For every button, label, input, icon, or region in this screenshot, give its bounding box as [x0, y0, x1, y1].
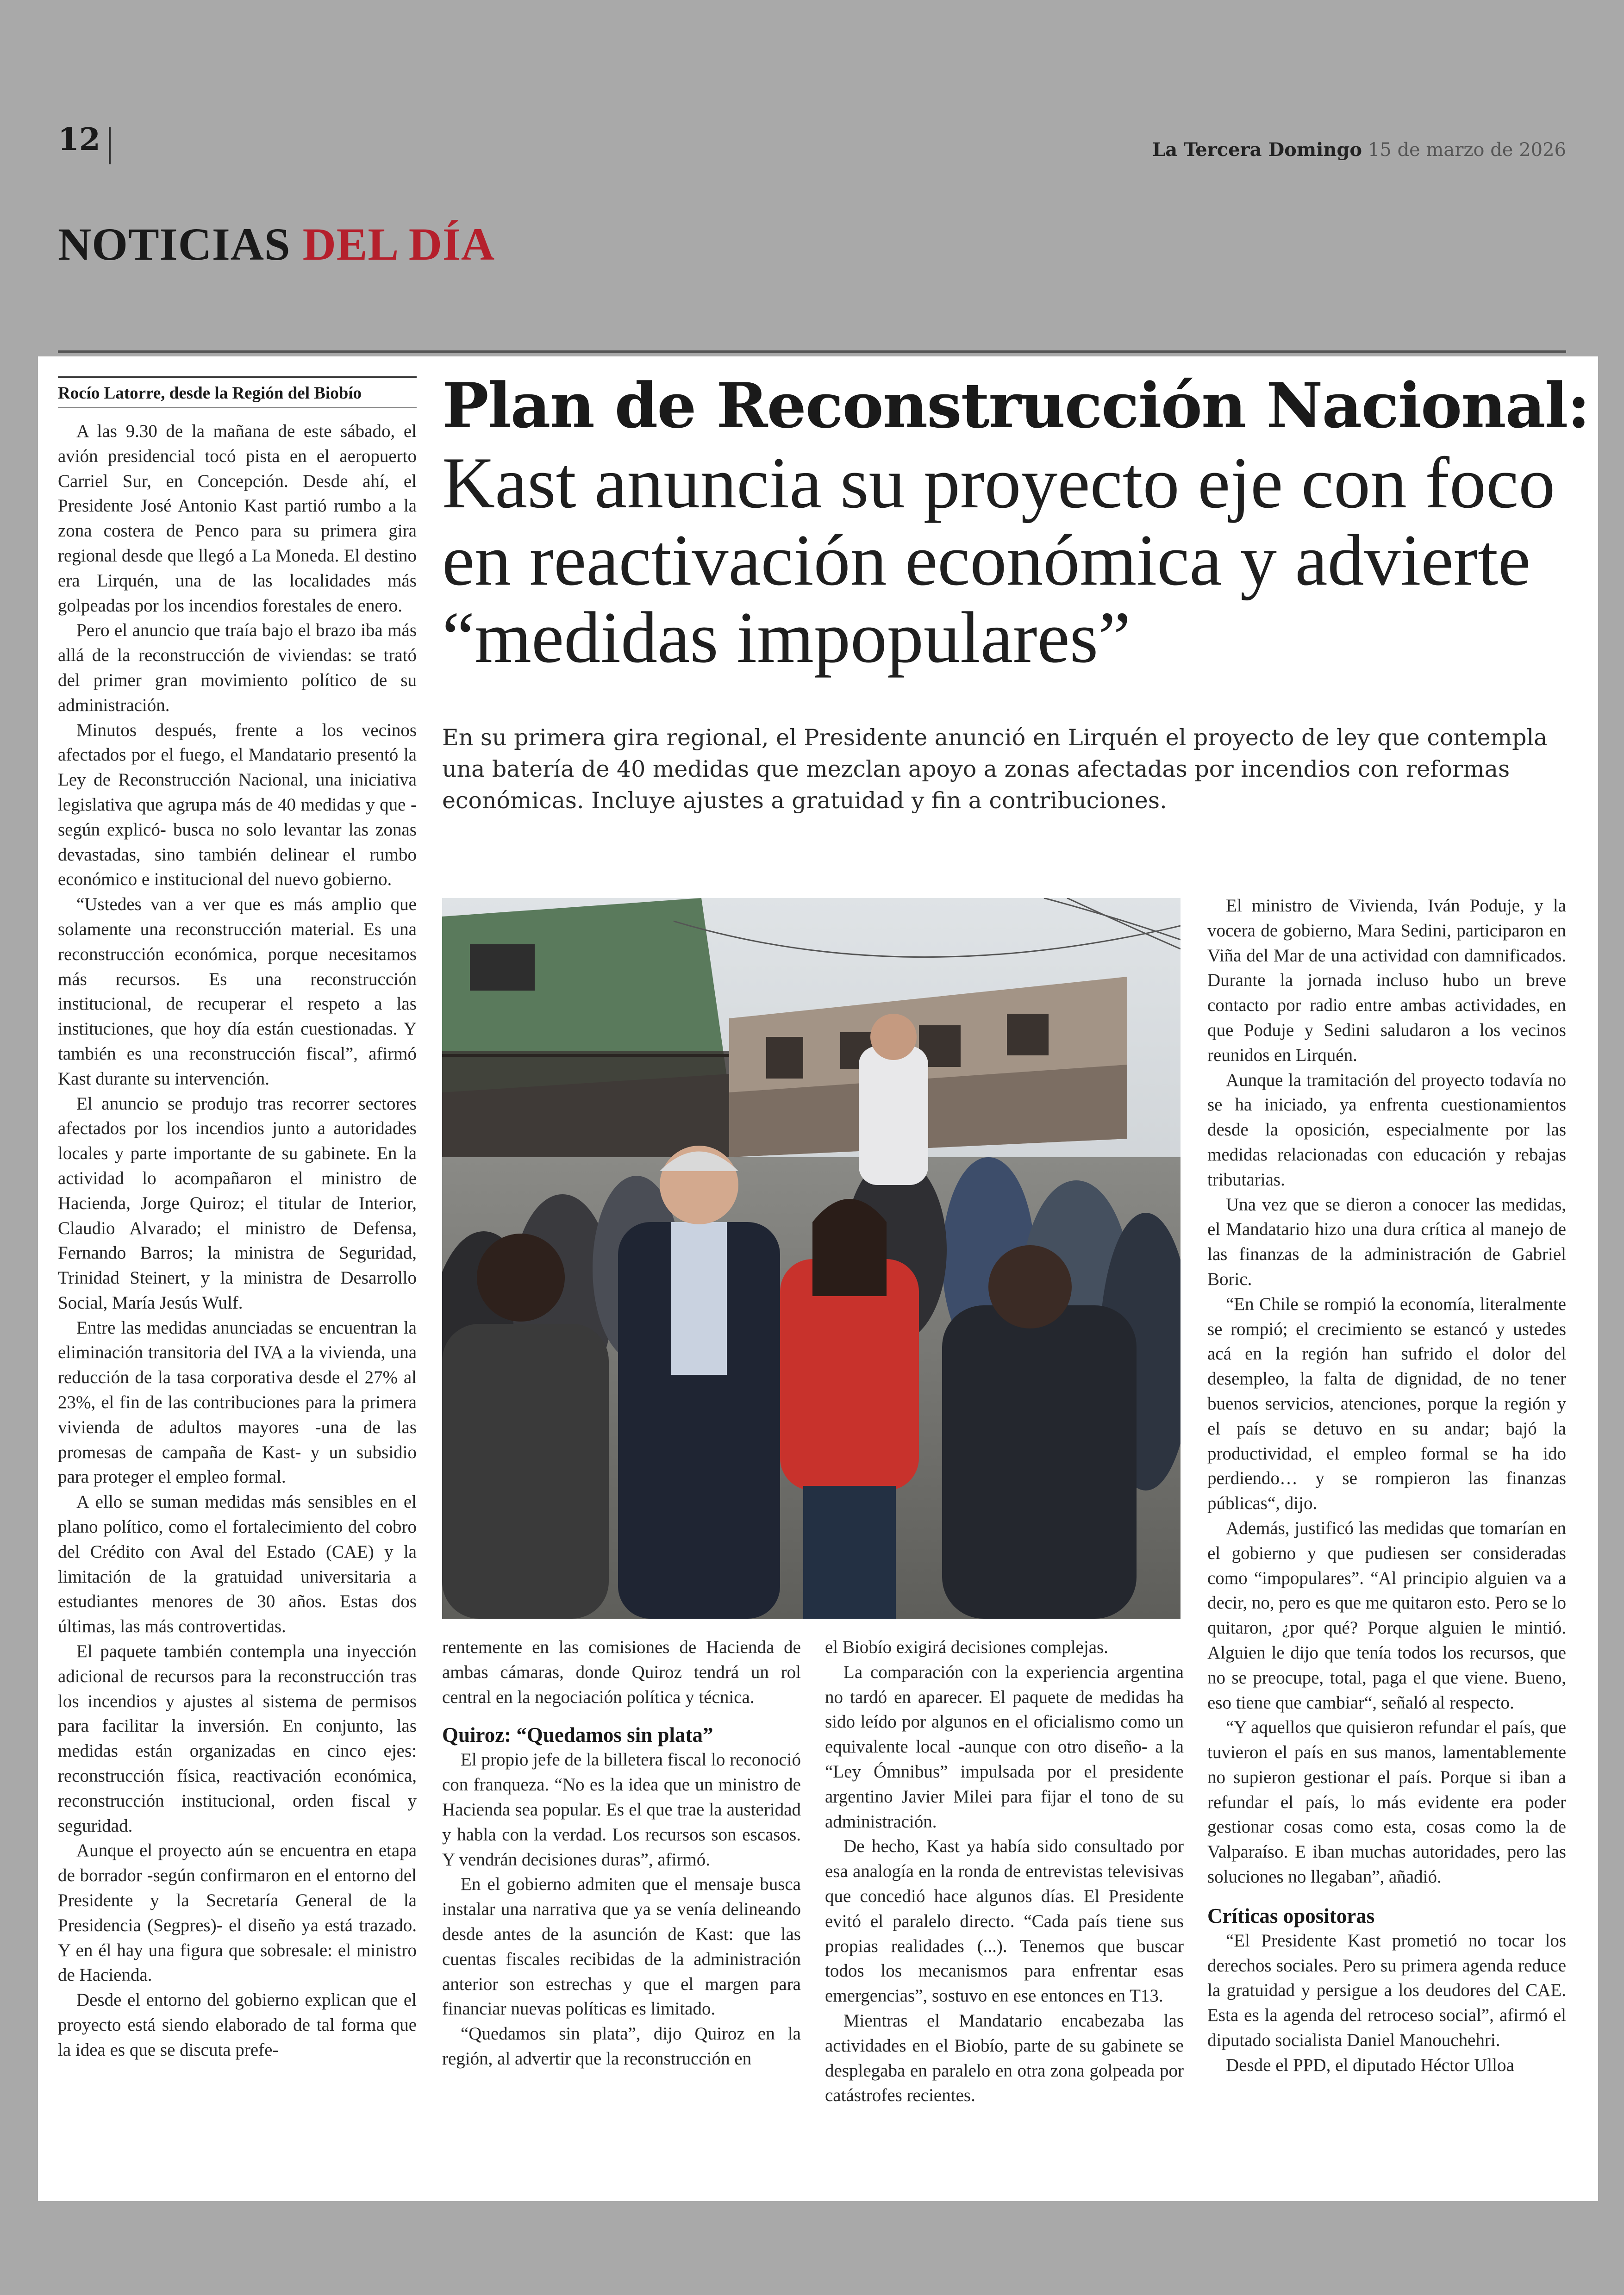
article-deck: En su primera gira regional, el Presidente anunció en Lirquén el proyecto de ley que contempla una batería de 40 medidas que mezclan apoyo a zonas afectadas por incendios con reformas económicas. Incluye ajustes a gratuidad y fin a contribuciones.: [442, 724, 1548, 814]
headline-bold: Plan de Reconstrucción Nacional:: [442, 369, 1589, 442]
headline: Kast anuncia su proyecto eje con foco en reactivación económica y advierte “medidas impopulares”: [442, 443, 1555, 678]
paragraph: A ello se suman medidas más sensibles en el plano político, como el fortalecimiento del cobro del Crédito con Aval del Estado (CAE) y la limitación de la gratuidad universitaria a estudiantes menores de 30 años. Estas dos últimas, las más controvertidas.: [58, 1492, 417, 1637]
page-number-divider: [109, 127, 111, 164]
paragraph: A las 9.30 de la mañana de este sábado, el avión presidencial tocó pista en el aeropuerto Carriel Sur, en Concepción. Desde ahí, el Presidente José Antonio Kast partió rumbo a la zona costera de Penco para su primera gira regional desde que llegó a La Moneda. El destino era Lirquén, una de las localidades más golpeadas por los incendios forestales de enero.: [58, 421, 417, 616]
paragraph: Pero el anuncio que traía bajo el brazo iba más allá de la reconstrucción de viviendas: se trató del primer gran movimiento político de su administración.: [58, 620, 417, 715]
section-divider: [58, 350, 1566, 353]
paragraph: El anuncio se produjo tras recorrer sectores afectados por los incendios junto a autoridades locales y parte importante de su gabinete. En la actividad lo acompañaron el ministro de Hacienda, Jorge Quiroz; el titular de Interior, Claudio Alvarado; el ministro de Defensa, Fernando Barros; la ministra de Seguridad, Trinidad Steinert, y la ministra de Desarrollo Social, María Jesús Wulf.: [58, 1093, 417, 1313]
paragraph: “Ustedes van a ver que es más amplio que solamente una reconstrucción material. Es una reconstrucción económica, porque necesitamos más recursos. Es una reconstrucción institucional, de recuperar el respeto a las instituciones, que hoy día están cuestionadas. Y también es una reconstrucción fiscal”, afirmó Kast durante su intervención.: [58, 894, 417, 1089]
section-title: [58, 218, 495, 271]
publication-name: La Tercera Domingo: [1152, 139, 1362, 161]
publication-date: 15 de marzo de 2026: [1368, 139, 1566, 161]
paragraph: Minutos después, frente a los vecinos afectados por el fuego, el Mandatario presentó la Ley de Reconstrucción Nacional, una iniciativa legislativa que agrupa más de 40 medidas y que -según explicó- busca no solo levantar las zonas devastadas, sino también delinear el rumbo económico e institucional del nuevo gobierno.: [58, 720, 417, 890]
paragraph: Desde el entorno del gobierno explican que el proyecto está siendo elaborado de tal forma que la idea es que se discuta prefe-: [58, 1990, 417, 2060]
paragraph: “Quedamos sin plata”, dijo Quiroz en la región, al advertir que la reconstrucción en: [442, 2024, 801, 2069]
article-photo: [442, 898, 1181, 1619]
article-column-2: [442, 1635, 801, 2071]
subheading-quiroz: Quiroz: “Quedamos sin plata”: [442, 1723, 713, 1747]
paragraph: “El Presidente Kast prometió no tocar los derechos sociales. Pero su primera agenda reduce la gratuidad y persigue a los deudores del CAE. Esta es la agenda del retroceso social”, afirmó el diputado socialista Daniel Manouchehri.: [1207, 1930, 1566, 2051]
paragraph: “Y aquellos que quisieron refundar el país, que tuvieron el país en sus manos, lamentablemente no supieron gestionar el país. Porque si iban a refundar el país, lo más evidente era poder gestionar cosas como esta, cosas como la de Valparaíso. E iban muchas autoridades, pero las soluciones no llegaban”, añadió.: [1207, 1717, 1566, 1887]
masthead: [1152, 139, 1566, 161]
section-title-main: NOTICIAS: [58, 218, 291, 270]
paragraph: rentemente en las comisiones de Hacienda de ambas cámaras, donde Quiroz tendrá un rol central en la negociación política y técnica.: [442, 1637, 801, 1707]
paragraph: De hecho, Kast ya había sido consultado por esa analogía en la ronda de entrevistas televisivas que concedió hace algunos días. El Presidente evitó el paralelo directo. “Cada país tiene sus propias realidades (...). Tenemos que buscar todos los mecanismos para enfrentar esas emergencias”, sostuvo en ese entonces en T13.: [825, 1836, 1184, 2006]
paragraph: La comparación con la experiencia argentina no tardó en aparecer. El paquete de medidas ha sido leído por algunos en el oficialismo como un equivalente local -aunque con otro diseño- a la “Ley Ómnibus” impulsada por el presidente argentino Javier Milei para fijar el tono de su administración.: [825, 1662, 1184, 1832]
paragraph: Aunque la tramitación del proyecto todavía no se ha iniciado, ya enfrenta cuestionamientos desde la oposición, especialmente por las medidas relacionadas con educación y rebajas tributarias.: [1207, 1070, 1566, 1190]
paragraph: Además, justificó las medidas que tomarían en el gobierno y que pudiesen ser consideradas como “impopulares”. “Al principio alguien va a decir, no, pero es que me quitaron esto. Pero se lo quitaron, ¿por qué? Porque alguien le mintió. Alguien le dijo que tenía todos los recursos, que no se preocupe, total, paga el que viene. Bueno, eso tiene que cambiar“, señaló al respecto.: [1207, 1518, 1566, 1713]
paragraph: Entre las medidas anunciadas se encuentran la eliminación transitoria del IVA a la vivienda, una reducción de la tasa corporativa desde el 27% al 23%, el fin de las contribuciones para la primera vivienda de adultos mayores -una de las promesas de campaña de Kast- y un subsidio para proteger el empleo formal.: [58, 1317, 417, 1487]
paragraph: El paquete también contempla una inyección adicional de recursos para la reconstrucción tras los incendios y ajustes al sistema de permisos para facilitar la inversión. En conjunto, las medidas están organizadas en cinco ejes: reconstrucción física, reactivación económica, reconstrucción institucional, orden fiscal y seguridad.: [58, 1641, 417, 1836]
page-number: 12: [58, 121, 100, 157]
paragraph: el Biobío exigirá decisiones complejas.: [825, 1637, 1108, 1657]
section-title-accent: DEL DÍA: [302, 218, 495, 270]
byline: Rocío Latorre, desde la Región del Biobío: [58, 384, 362, 403]
byline-rule-bottom: [58, 407, 417, 408]
paragraph: Aunque el proyecto aún se encuentra en etapa de borrador -según confirmaron en el entorno del Presidente y la Secretaría General de la Presidencia (Segpres)- el diseño ya está trazado. Y en él hay una figura que sobresale: el ministro de Hacienda.: [58, 1840, 417, 1985]
paragraph: Desde el PPD, el diputado Héctor Ulloa: [1226, 2055, 1514, 2075]
article-column-4: [1207, 893, 1566, 2078]
subheading-criticas: Críticas opositoras: [1207, 1904, 1375, 1927]
article-column-1: [58, 419, 417, 2063]
paragraph: El propio jefe de la billetera fiscal lo reconoció con franqueza. “No es la idea que un ministro de Hacienda sea popular. Es el que trae la austeridad y habla con la verdad. Los recursos son escasos. Y vendrán decisiones duras”, afirmó.: [442, 1750, 801, 1870]
paragraph: Mientras el Mandatario encabezaba las actividades en el Biobío, parte de su gabinete se desplegaba en paralelo en otra zona golpeada por catástrofes recientes.: [825, 2010, 1184, 2106]
paragraph: “En Chile se rompió la economía, literalmente se rompió; el crecimiento se estancó y ustedes acá en la región han sufrido el dolor del desempleo, la falta de dignidad, de no tener buenos servicios, atenciones, porque la región y el país se detuvo en su andar; bajó la productividad, el empleo formal se ha ido perdiendo… y se rompieron las finanzas públicas“, dijo.: [1207, 1294, 1566, 1514]
paragraph: Una vez que se dieron a conocer las medidas, el Mandatario hizo una dura crítica al manejo de las finanzas de la administración de Gabriel Boric.: [1207, 1194, 1566, 1289]
fence: [442, 1051, 734, 1162]
paragraph: El ministro de Vivienda, Iván Poduje, y la vocera de gobierno, Mara Sedini, participaron en Viña del Mar de una actividad con damnificados. Durante la jornada incluso hubo un breve contacto por radio entre ambas actividades, en que Poduje y Sedini saludaron a los vecinos reunidos en Lirquén.: [1207, 896, 1566, 1065]
article-column-3: [825, 1635, 1184, 2108]
paragraph: En el gobierno admiten que el mensaje busca instalar una narrativa que ya se venía delineando desde antes de la asunción de Kast: que las cuentas fiscales recibidas de la administración anterior son estrechas y que el margen para financiar nuevas políticas es limitado.: [442, 1874, 801, 2019]
byline-rule-top: [58, 376, 417, 378]
